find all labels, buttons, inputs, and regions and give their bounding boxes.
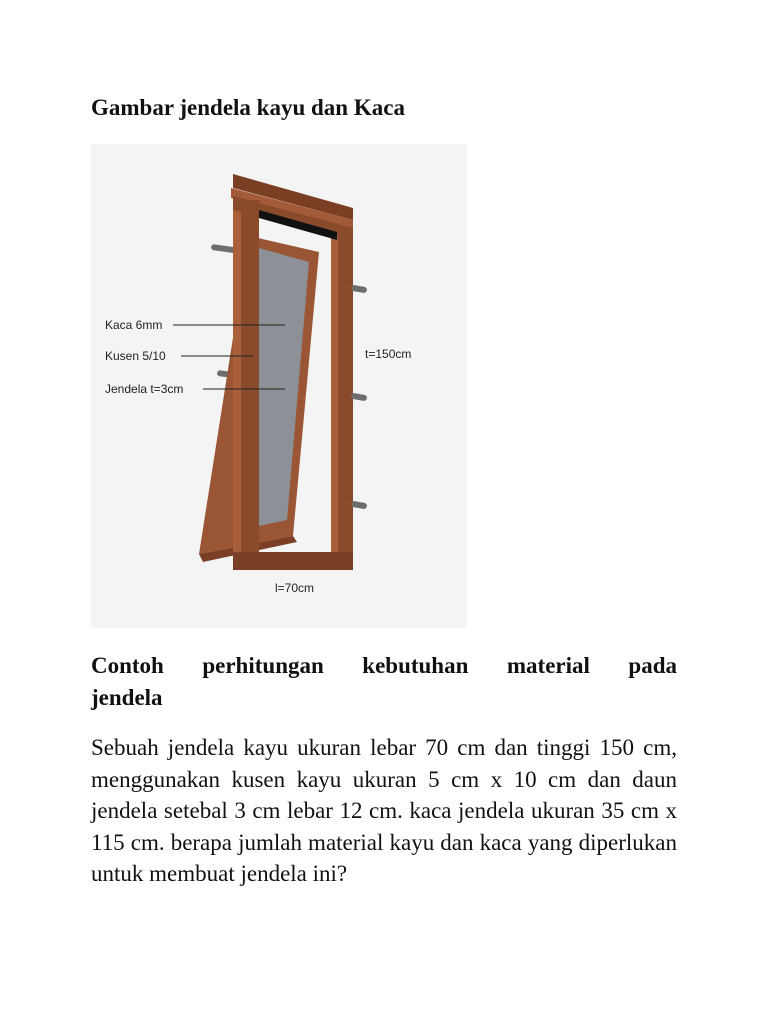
section-heading <box>91 650 677 714</box>
label-width: l=70cm <box>275 581 315 595</box>
problem-paragraph: Sebuah jendela kayu ukuran lebar 70 cm dan tinggi 150 cm, menggunakan kusen kayu ukuran 5 cm x 10 cm dan daun jendela setebal 3 cm lebar 12 cm. kaca jendela ukuran 35 cm x 115 cm. berapa jumlah material kayu dan kaca yang diperlukan untuk membuat jendela ini? <box>91 735 677 886</box>
section-heading-line-1: Contoh perhitungan kebutuhan material pada <box>91 653 677 678</box>
label-jendela: Jendela t=3cm <box>105 382 184 396</box>
frame-right-post-face <box>331 230 338 568</box>
window-diagram <box>91 144 467 628</box>
window-diagram-figure <box>91 144 467 628</box>
label-height: t=150cm <box>365 347 412 361</box>
anchor-bolt <box>351 501 368 510</box>
page-title: Gambar jendela kayu dan Kaca <box>91 95 405 120</box>
frame-left-post-face <box>233 200 241 570</box>
anchor-bolt <box>351 393 368 402</box>
label-kusen: Kusen 5/10 <box>105 349 166 363</box>
frame-bottom-rail <box>233 552 353 570</box>
section-heading-line-2: jendela <box>91 685 163 710</box>
label-kaca: Kaca 6mm <box>105 318 163 332</box>
anchor-bolt <box>351 285 368 294</box>
